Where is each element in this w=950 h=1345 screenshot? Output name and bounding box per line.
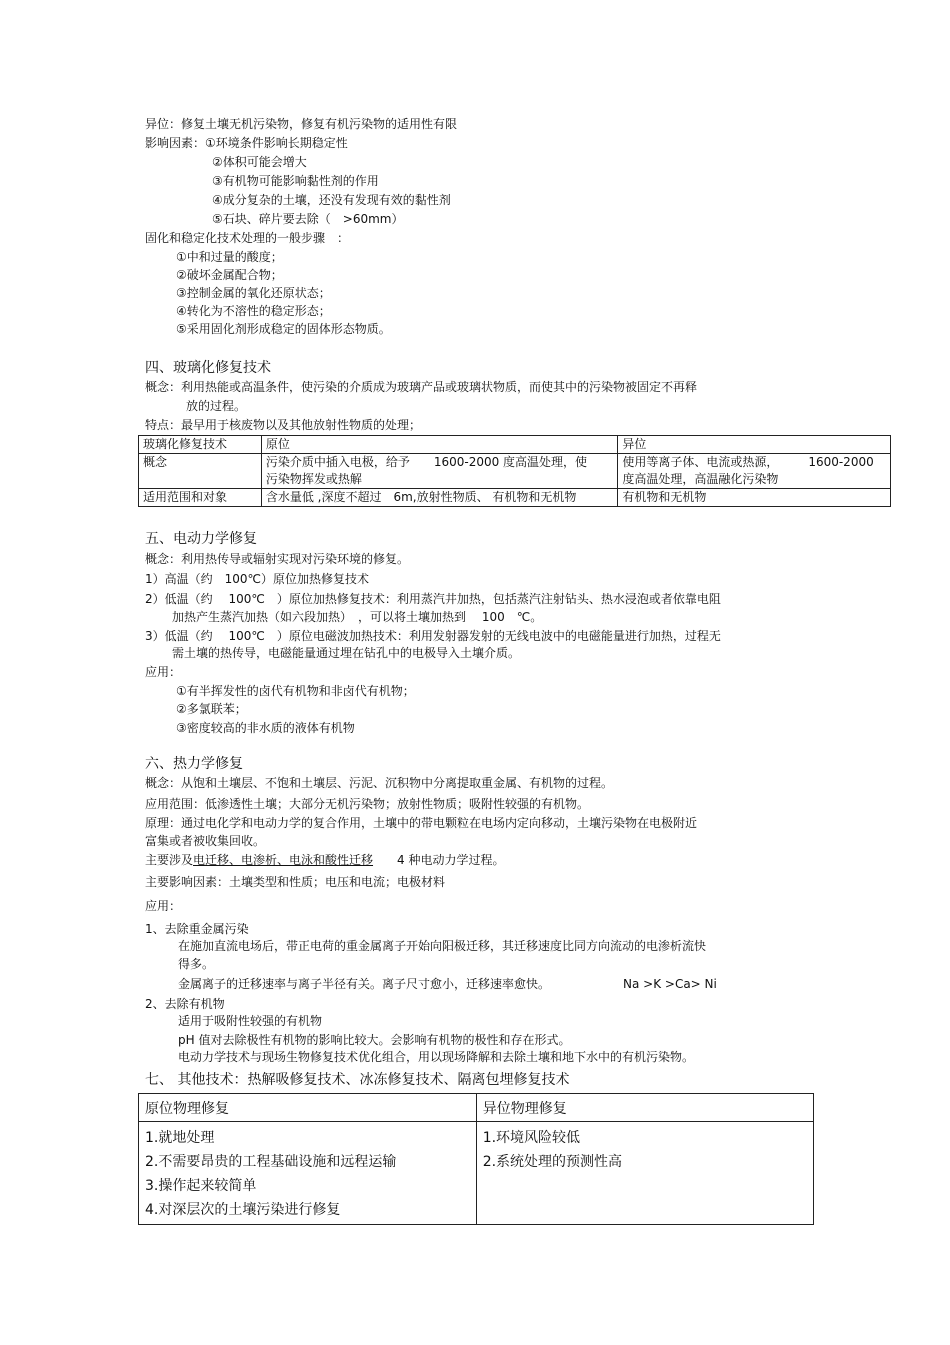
cell-line: 污染介质中插入电极，给予 1600-2000 度高温处理，使: [265, 455, 588, 469]
table-header-cell: 原位: [261, 436, 617, 454]
section4-title: 四、玻璃化修复技术: [145, 360, 271, 376]
section4-feature: 特点：最早用于核废物以及其他放射性物质的处理；: [145, 418, 422, 432]
list-item: 4.对深层次的土壤污染进行修复: [145, 1202, 341, 1218]
section5-item: 2）低温（约 100℃ ）原位加热修复技术：利用蒸汽井加热，包括蒸汽注射钻头、热水浸泡或者依靠电阻: [145, 592, 721, 606]
sub2-line: 电动力学技术与现场生物修复技术优化组合，用以现场降解和去除土壤和地下水中的有机污染物。: [178, 1050, 695, 1064]
sub1-line: 在施加直流电场后，带正电荷的重金属离子开始向阳极迁移，其迁移速度比同方向流动的电渗析流快: [178, 939, 707, 953]
table-header-row: [139, 1094, 814, 1122]
sub2-line: 适用于吸附性较强的有机物: [178, 1014, 323, 1028]
section4-concept: 概念：利用热能或高温条件，使污染的介质成为玻璃产品或玻璃状物质，而使其中的污染物被固定不再释: [145, 380, 698, 394]
table-header-row: [139, 436, 891, 454]
section5-app-item: ①有半挥发性的卤代有机物和非卤代有机物；: [176, 684, 415, 698]
section5-title: 五、电动力学修复: [145, 531, 257, 547]
factor-item: ②体积可能会增大: [212, 155, 307, 169]
table-row: [139, 1122, 814, 1225]
section5-item: 1）高温（约 100℃）原位加热修复技术: [145, 572, 370, 586]
steps-title: 固化和稳定化技术处理的一般步骤 ：: [145, 231, 350, 245]
section6-app-label: 应用：: [145, 899, 182, 913]
intro-line: 异位：修复土壤无机污染物，修复有机污染物的适用性有限: [145, 117, 458, 131]
ion-order: Na >K >Ca> Ni: [623, 977, 717, 991]
table-cell: 概念: [139, 454, 262, 489]
section5-item-cont: 需土壤的热传导，电磁能量通过埋在钻孔中的电极导入土壤介质。: [172, 646, 521, 660]
list-item: 1.就地处理: [145, 1130, 215, 1146]
section5-app-item: ③密度较高的非水质的液体有机物: [176, 721, 355, 735]
physical-remediation-table: [138, 1093, 814, 1225]
factor-item: ③有机物可能影响黏性剂的作用: [212, 174, 379, 188]
section6-principle-cont: 富集或者被收集回收。: [145, 834, 266, 848]
table-cell: [139, 1122, 477, 1225]
step-item: ④转化为不溶性的稳定形态；: [176, 304, 331, 318]
section5-app-item: ②多氯联苯；: [176, 702, 247, 716]
process-prefix: 主要涉及: [145, 853, 194, 867]
process-list: 电迁移、电渗析、电泳和酸性迁移: [193, 853, 374, 867]
section5-item: 3）低温（约 100℃ ）原位电磁波加热技术：利用发射器发射的无线电波中的电磁能量进行加热，过程无: [145, 629, 721, 643]
table-header-cell: 原位物理修复: [139, 1094, 477, 1122]
list-item: 1.环境风险较低: [482, 1130, 581, 1146]
list-item: 2.系统处理的预测性高: [482, 1154, 623, 1170]
list-item: 2.不需要昂贵的工程基础设施和远程运输: [145, 1154, 397, 1170]
section6-concept: 概念：从饱和土壤层、不饱和土壤层、污泥、沉积物中分离提取重金属、有机物的过程。: [145, 776, 614, 790]
table-cell: [618, 454, 891, 489]
factor-item: ⑤石块、碎片要去除（ >60mm）: [212, 212, 404, 226]
section6-factors: 主要影响因素：土壤类型和性质；电压和电流；电极材料: [145, 875, 446, 889]
table-cell: 含水量低 ,深度不超过 6m,放射性物质、 有机物和无机物: [261, 489, 617, 507]
table-cell: [476, 1122, 813, 1225]
cell-line: 使用等离子体、电流或热源， 1600-2000: [622, 455, 874, 469]
sub1-line: 金属离子的迁移速率与离子半径有关。离子尺寸愈小，迁移速率愈快。: [178, 977, 551, 991]
sub1-line: 得多。: [178, 957, 215, 971]
step-item: ①中和过量的酸度；: [176, 250, 283, 264]
table-header-cell: 异位物理修复: [476, 1094, 813, 1122]
table-cell: 有机物和无机物: [618, 489, 891, 507]
step-item: ⑤采用固化剂形成稳定的固体形态物质。: [176, 322, 391, 336]
factors-label: 影响因素：①环境条件影响长期稳定性: [145, 136, 348, 150]
table-cell: [261, 454, 617, 489]
sub2-line: pH 值对去除极性有机物的影响比较大。会影响有机物的极性和存在形式。: [178, 1033, 571, 1047]
table-header-cell: 异位: [618, 436, 891, 454]
section4-concept-cont: 放的过程。: [186, 399, 247, 413]
table-cell: 适用范围和对象: [139, 489, 262, 507]
section5-item-cont: 加热产生蒸汽加热（如六段加热） ，可以将土壤加热到 100 ℃。: [172, 610, 543, 624]
section6-processes: [145, 852, 504, 868]
section7-title: 七、 其他技术：热解吸修复技术、冰冻修复技术、隔离包埋修复技术: [145, 1072, 570, 1088]
sub1-title: 1、去除重金属污染: [145, 922, 249, 936]
list-item: 3.操作起来较简单: [145, 1178, 257, 1194]
cell-line: 度高温处理，高温融化污染物: [622, 472, 779, 486]
sub2-title: 2、去除有机物: [145, 997, 225, 1011]
cell-line: 污染物挥发或热解: [265, 472, 362, 486]
vitrification-table: [138, 435, 891, 507]
section6-title: 六、热力学修复: [145, 756, 243, 772]
table-row: [139, 454, 891, 489]
table-row: [139, 489, 891, 507]
process-suffix: 4 种电动力学过程。: [373, 853, 505, 867]
section6-scope: 应用范围：低渗透性土壤；大部分无机污染物；放射性物质；吸附性较强的有机物。: [145, 797, 590, 811]
section5-concept: 概念：利用热传导或辐射实现对污染环境的修复。: [145, 552, 410, 566]
section6-principle: 原理：通过电化学和电动力学的复合作用，土壤中的带电颗粒在电场内定向移动，土壤污染物在电极附近: [145, 816, 698, 830]
factor-item: ④成分复杂的土壤，还没有发现有效的黏性剂: [212, 193, 451, 207]
step-item: ③控制金属的氧化还原状态；: [176, 286, 331, 300]
section5-app-label: 应用：: [145, 665, 182, 679]
table-header-cell: 玻璃化修复技术: [139, 436, 262, 454]
step-item: ②破坏金属配合物；: [176, 268, 283, 282]
